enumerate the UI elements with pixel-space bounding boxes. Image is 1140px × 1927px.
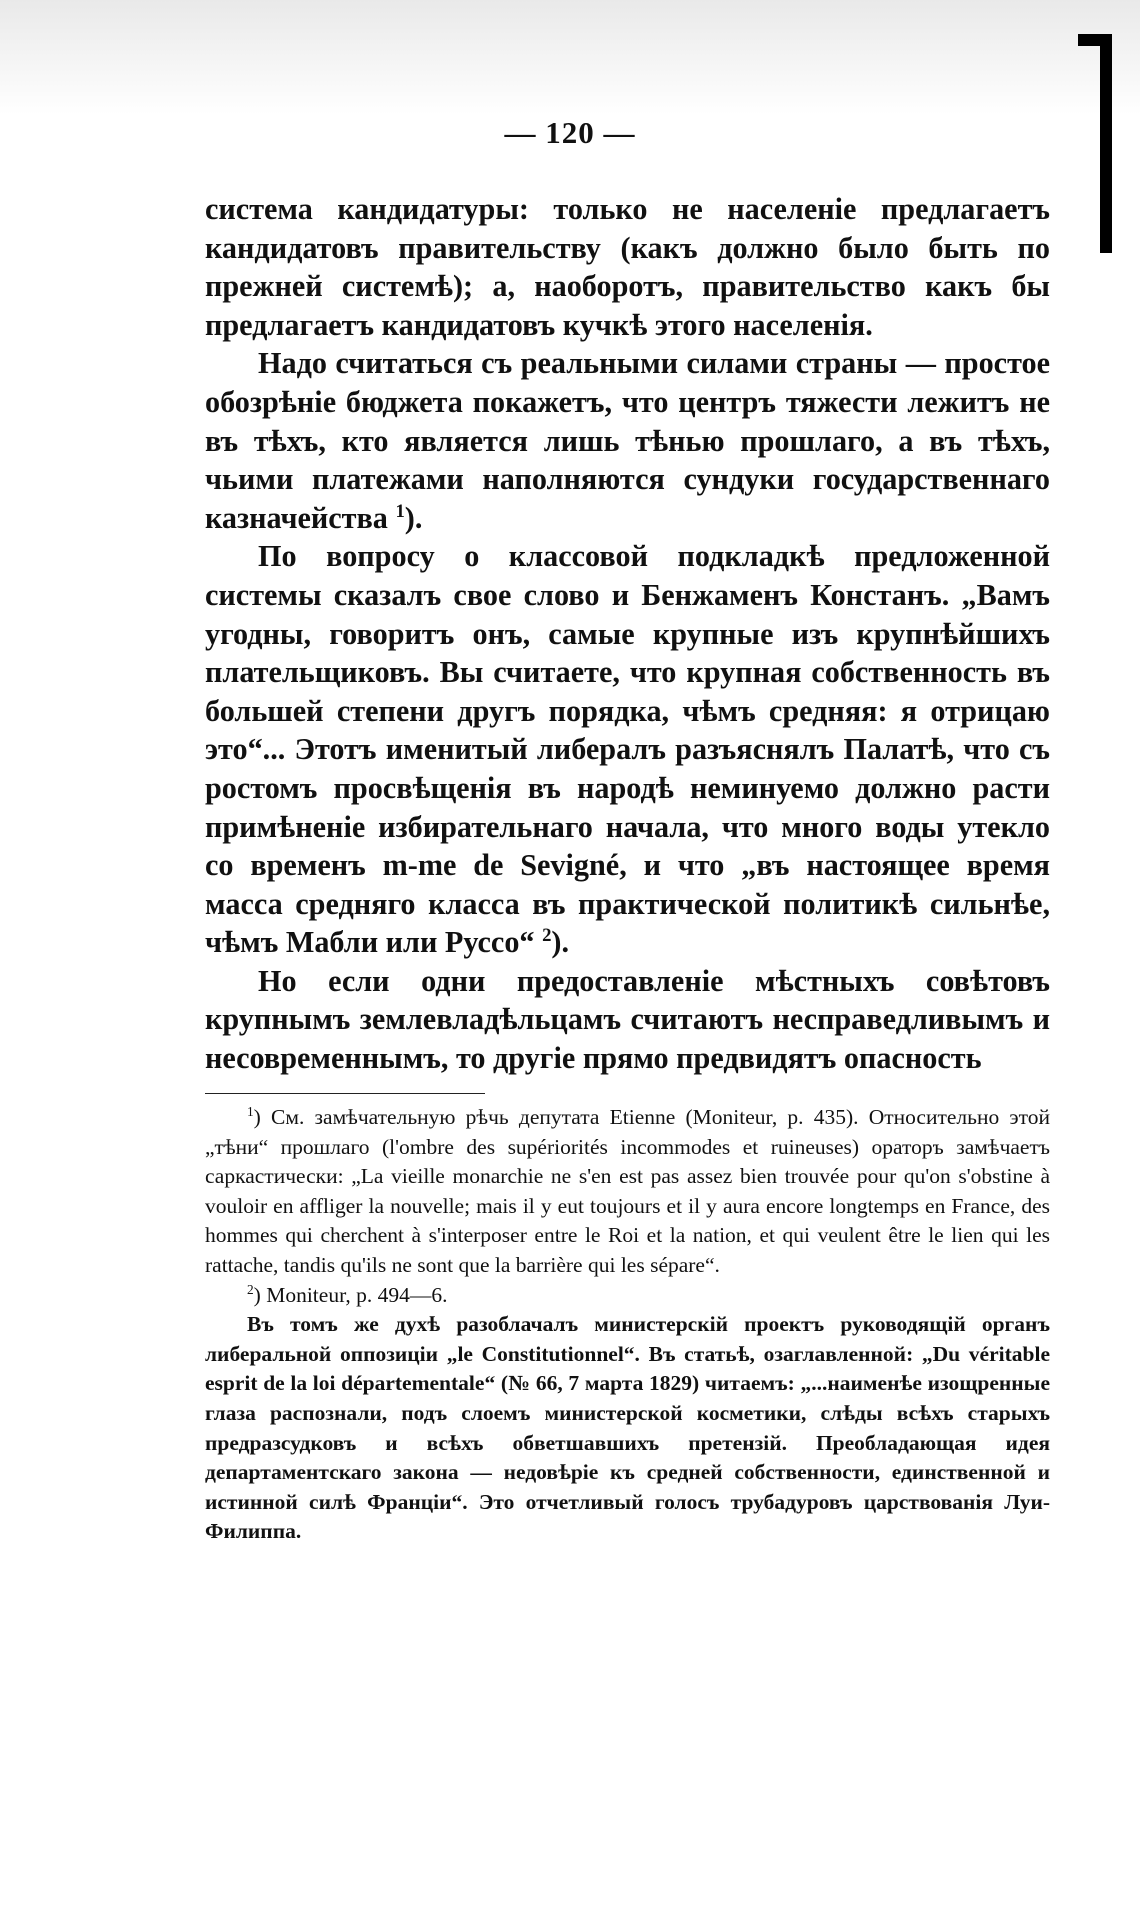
paragraph-1: система кандидатуры: только не населеніе предлагаетъ кандидатовъ правительству (какъ должно было быть по прежней системѣ); а, наоборотъ, правительство какъ бы предлагаетъ кандидатовъ кучкѣ этого населенія.: [205, 192, 1050, 342]
scan-shadow: [0, 0, 1140, 115]
paragraph-3-end: ).: [551, 925, 570, 960]
paragraph-4: Но если одни предоставленіе мѣстныхъ совѣтовъ крупнымъ землевладѣльцамъ считаютъ несправедливымъ и несовременнымъ, то другіе прямо предвидятъ опасность: [205, 963, 1050, 1076]
scan-edge-mark-tip: [1078, 34, 1112, 46]
page-number: — 120 —: [504, 115, 636, 150]
paragraph-3-text: По вопросу о классовой подкладкѣ предложенной системы сказалъ свое слово и Бенжаменъ Констанъ. „Вамъ угодны, говоритъ онъ, самые крупные изъ крупнѣйшихъ плательщиковъ. Вы считаете, что крупная собственность въ большей степени другъ порядка, чѣмъ средняя: я отрицаю это“... Этотъ именитый либералъ разъяснялъ Палатѣ, что съ ростомъ просвѣщенія въ народѣ неминуемо должно расти примѣненіе избирательнаго начала, что много воды утекло со временъ m-me de Sevigné, и что „въ настоящее время масса средняго класса въ практической политикѣ сильнѣе, чѣмъ Мабли или Руссо“: [205, 539, 1050, 960]
footnote-2-mark: 2: [247, 1281, 254, 1297]
paragraph-2-text: Надо считаться съ реальными силами страны — простое обозрѣніе бюджета покажетъ, что центръ тяжести лежитъ не въ тѣхъ, кто является лишь тѣнью прошлаго, а въ тѣхъ, чьими платежами наполняются сундуки государственнаго казначейства: [205, 346, 1050, 535]
paragraph-2: [205, 344, 1050, 537]
footnote-2-continuation: Въ томъ же духѣ разоблачалъ министерскій проектъ руководящій органъ либеральной оппозиціи „le Constitutionnel“. Въ статьѣ, озаглавленной: „Du véritable esprit de la loi départementale“ (№ 66, 7 марта 1829) читаемъ: „...наименѣе изощренные глаза распознали, подъ слоемъ министерской косметики, слѣды всѣхъ старыхъ предразсудковъ и всѣхъ обветшавшихъ претензій. Преобладающая идея департаментскаго закона — недовѣріе къ средней собственности, единственной и истинной силѣ Франціи“. Это отчетливый голосъ трубадуровъ царствованія Луи-Филиппа.: [205, 1312, 1050, 1544]
footnote-ref-1: 1: [395, 500, 405, 522]
footnote-separator: [205, 1093, 485, 1094]
paragraph-2-end: ).: [404, 500, 423, 535]
footnote-2-text: ) Moniteur, p. 494—6.: [253, 1282, 448, 1307]
footnote-ref-2: 2: [542, 925, 552, 947]
footnotes: [205, 1103, 1050, 1547]
footnote-1-mark: 1: [247, 1103, 254, 1119]
main-text: [205, 190, 1050, 1078]
footnote-2: [205, 1281, 1050, 1311]
footnote-1: [205, 1103, 1050, 1281]
paragraph-3: [205, 537, 1050, 962]
footnote-1-text: ) См. замѣчательную рѣчь депутата Etienne (Moniteur, p. 435). Относительно этой „тѣни“ прошлаго (l'ombre des supériorités incommodes et ruineuses) ораторъ замѣчаетъ саркастически: „La vieille monarchie ne s'en est pas assez bien trouvée pour qu'on s'obstine à vouloir en affliger la nouvelle; mais il y eut toujours et il y aura encore longtemps en France, des hommes qui cherchent à s'interposer entre le Roi et la nation, et qui veulent être le lien qui les rattache, tandis qu'ils ne sont que la barrière qui les sépare“.: [205, 1105, 1050, 1277]
